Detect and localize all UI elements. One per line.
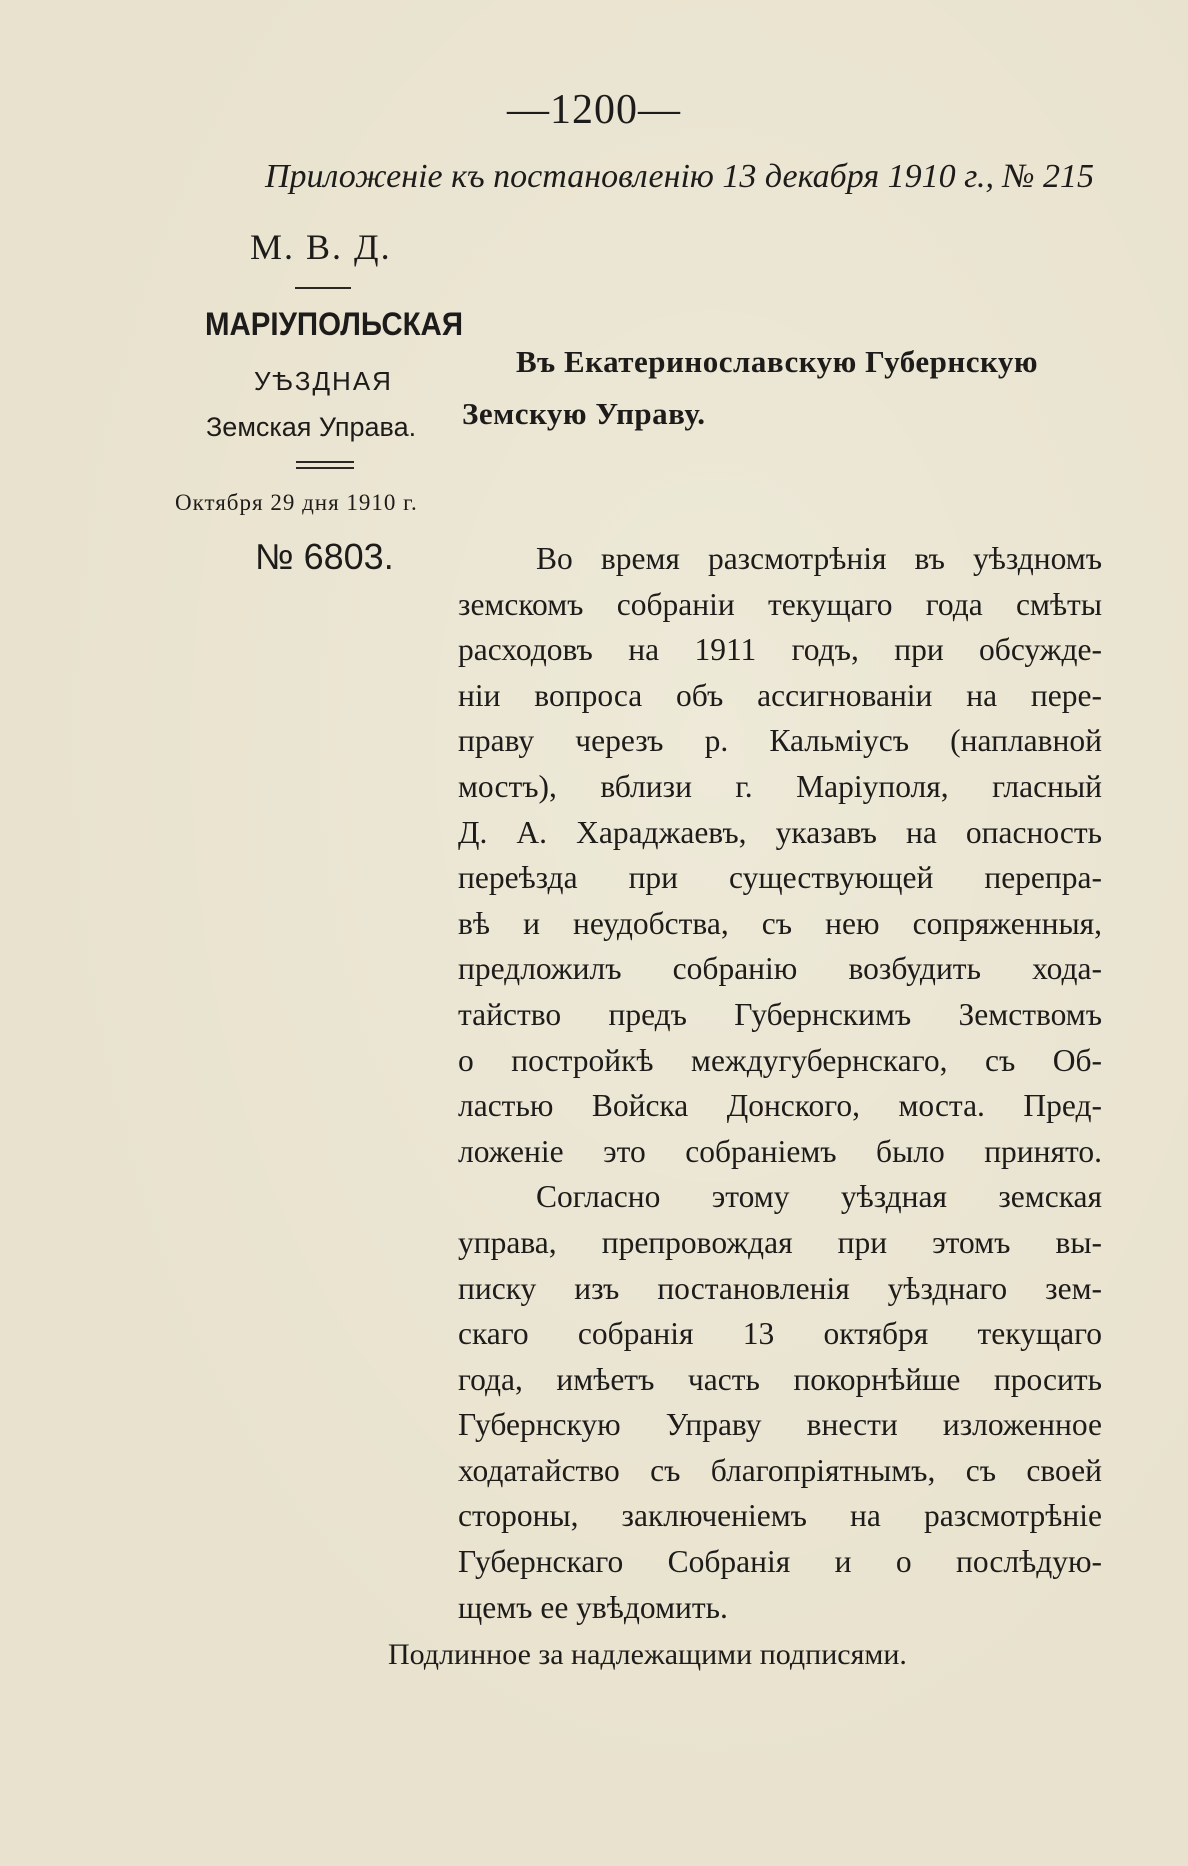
body-line: Д. А. Хараджаевъ, указавъ на опасность (458, 814, 1102, 850)
organization-subtitle-2: Земская Управа. (206, 412, 417, 442)
body-line: переѣзда при существующей перепра- (458, 860, 1102, 896)
body-line: расходовъ на 1911 годъ, при обсужде- (458, 632, 1102, 668)
document-number: № 6803. (255, 536, 394, 577)
body-line: стороны, заключеніемъ на разсмотрѣніе (458, 1498, 1102, 1534)
body-line: Во время разсмотрѣнія въ уѣздномъ (536, 541, 1102, 576)
body-line: ніи вопроса объ ассигнованіи на пере- (458, 677, 1102, 713)
body-line: года, имѣетъ часть покорнѣйше просить (458, 1361, 1102, 1397)
document-date: Октября 29 дня 1910 г. (175, 490, 418, 515)
body-line: ходатайство съ благопріятнымъ, съ своей (458, 1452, 1102, 1488)
header-rule-top (295, 287, 351, 289)
addressee-line-2: Земскую Управу. (462, 396, 706, 431)
appendix-note: Приложеніе къ постановленію 13 декабря 1910 г., № 215 (265, 158, 1094, 195)
body-line: писку изъ постановленія уѣзднаго зем- (458, 1270, 1102, 1306)
body-line: скаго собранія 13 октября текущаго (458, 1316, 1102, 1352)
addressee (462, 336, 1112, 440)
body-line: мостъ), вблизи г. Маріуполя, гласный (458, 768, 1102, 804)
body-line: земскомъ собраніи текущаго года смѣты (458, 586, 1102, 622)
body-line: управа, препровождая при этомъ вы- (458, 1224, 1102, 1260)
header-rule-double-2 (296, 467, 354, 469)
body-line: праву черезъ р. Кальміусъ (наплавной (458, 723, 1102, 759)
addressee-line-1: Въ Екатеринославскую Губернскую (516, 344, 1039, 379)
ministry-abbreviation: М. В. Д. (250, 227, 392, 267)
header-rule-double-1 (296, 461, 354, 463)
page-number: —1200— (507, 87, 681, 133)
letter-body (458, 536, 1102, 1630)
body-line: предложилъ собранію возбудить хода- (458, 951, 1102, 987)
body-line: ложеніе это собраніемъ было принято. (458, 1133, 1102, 1169)
body-line: Губернскую Управу внести изложенное (458, 1407, 1102, 1443)
body-line: о постройкѣ междугубернскаго, съ Об- (458, 1042, 1102, 1078)
body-line: щемъ ее увѣдомить. (458, 1589, 728, 1625)
body-line: ластью Войска Донского, моста. Пред- (458, 1088, 1102, 1124)
body-line: Согласно этому уѣздная земская (536, 1179, 1102, 1215)
signature-note: Подлинное за надлежащими подписями. (388, 1638, 907, 1671)
body-line: тайство предъ Губернскимъ Земствомъ (458, 996, 1102, 1032)
organization-subtitle: УѢЗДНАЯ (254, 366, 393, 396)
organization-name: МАРІУПОЛЬСКАЯ (205, 306, 463, 342)
body-line: вѣ и неудобства, съ нею сопряженныя, (458, 905, 1102, 941)
body-line: Губернскаго Собранія и о послѣдую- (458, 1544, 1102, 1580)
